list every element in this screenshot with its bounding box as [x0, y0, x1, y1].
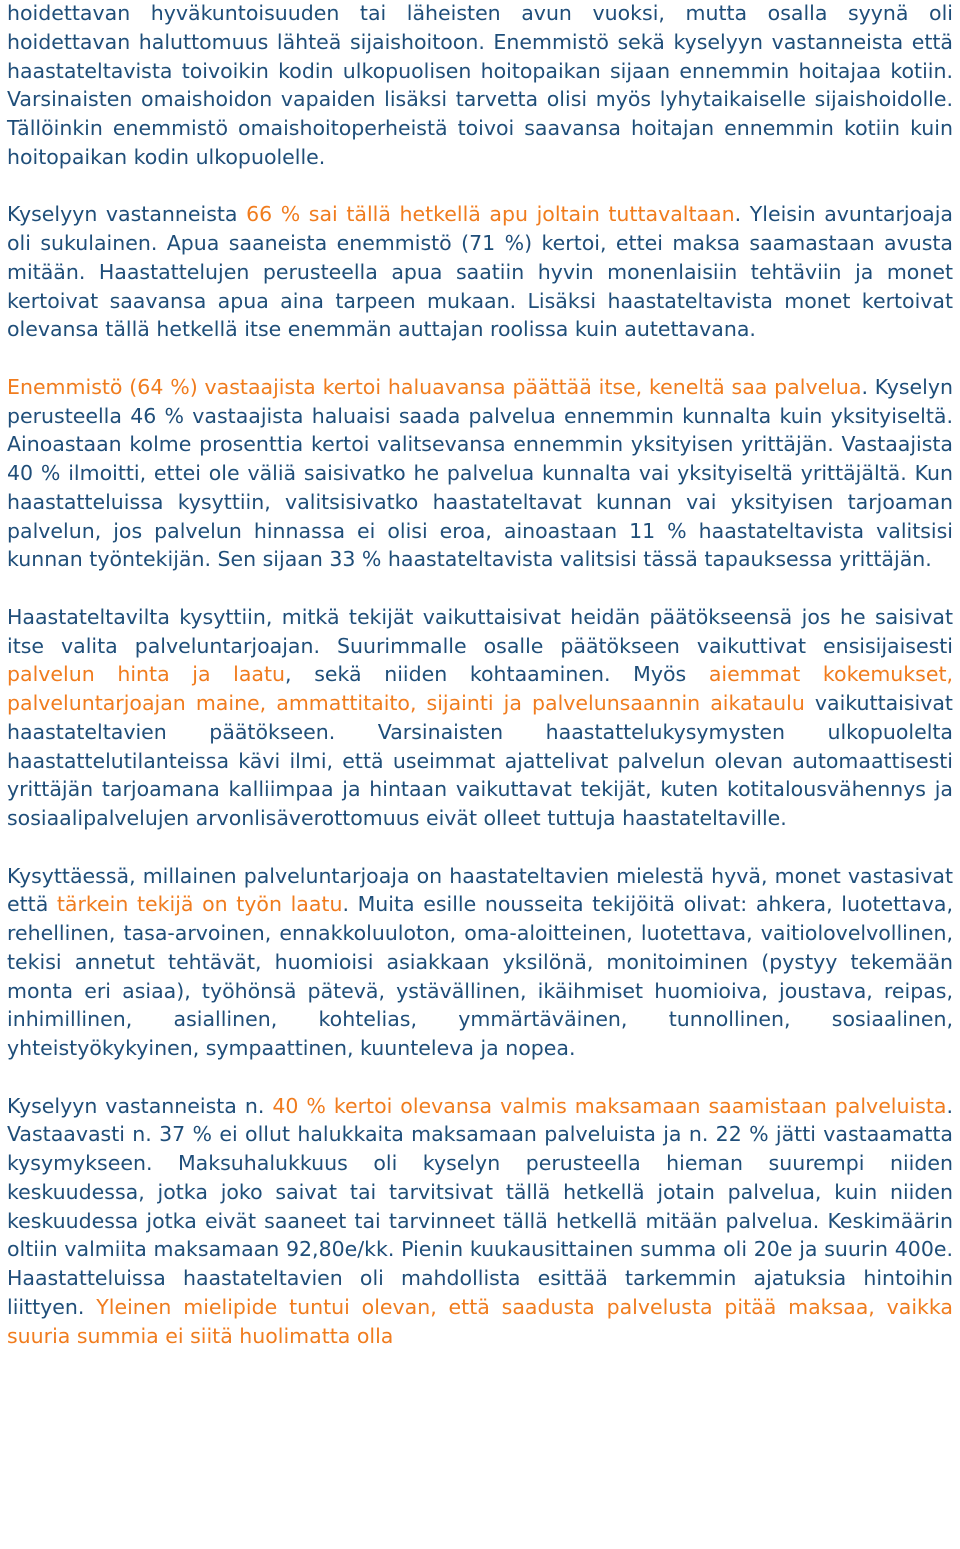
text-segment: Haastateltavilta kysyttiin, mitkä tekijät vaikuttaisivat heidän päätökseensä jos he saisivat itse valita palveluntarjoajan. Suurimmalle osalle päätökseen vaikuttivat ensisijaisesti — [7, 604, 953, 658]
text-segment: Kysyttäessä, millainen palveluntarjoaja on haastateltavien mielestä hyvä, monet vastasivat että — [7, 863, 953, 917]
text-segment: hoidettavan hyväkuntoisuuden tai läheisten avun vuoksi, mutta osalla syynä oli hoidettavan haluttomuus lähteä sijaishoitoon. Enemmistö sekä kyselyyn vastanneista että haastateltavista toivoikin kodin ulkopuolisen hoitopaikan sijaan ennemmin hoitajaa kotiin. Varsinaisten omaishoidon vapaiden lisäksi tarvetta olisi myös lyhytaikaiselle sijaishoidolle. Tällöinkin enemmistö omaishoitoperheistä toivoi saavansa hoitajan ennemmin kotiin kuin hoitopaikan kodin ulkopuolelle. — [7, 1, 953, 169]
highlighted-text: Enemmistö (64 %) vastaajista kertoi haluavansa päättää itse, keneltä saa palvelua — [7, 374, 862, 399]
highlighted-text: tärkein tekijä on työn laatu — [56, 892, 343, 917]
highlighted-text: aiemmat kokemukset, palveluntarjoajan maine, ammattitaito, sijainti ja palvelunsaannin aikataulu — [7, 662, 954, 715]
paragraph-respite-care — [7, 0, 953, 172]
paragraph-willingness-to-pay — [7, 1092, 953, 1351]
paragraph-acquaintance-help — [7, 200, 953, 344]
highlighted-text: 40 % kertoi olevansa valmis maksamaan saamistaan palveluista — [272, 1093, 947, 1118]
highlighted-text: 66 % sai tällä hetkellä apu joltain tuttavaltaan — [246, 202, 735, 227]
text-segment: , sekä niiden kohtaaminen. Myös — [285, 662, 709, 687]
text-segment: vaikuttaisivat haastateltavien päätökseen. Varsinaisten haastattelukysymysten ulkopuolelta haastattelutilanteissa kävi ilmi, että useimmat ajattelivat palvelun olevan automaattisesti yrittäjän tarjoamana kalliimpaa ja hintaan vaikuttavat tekijät, kuten kotitalousvähennys ja sosiaalipalvelujen arvonlisäverottomuus eivät olleet tuttuja haastateltaville. — [7, 691, 953, 830]
text-segment: . Vastaavasti n. 37 % ei ollut halukkaita maksamaan palveluista ja n. 22 % jätti vastaamatta kysymykseen. Maksuhalukkuus oli kyselyn perusteella hieman suurempi niiden keskuudessa, jotka joko saivat tai tarvitsivat tällä hetkellä jotain palvelua, kuin niiden keskuudessa jotka eivät saaneet tai tarvinneet tällä hetkellä mitään palvelua. Keskimäärin oltiin valmiita maksamaan 92,80e/kk. Pienin kuukausittainen summa oli 20e ja suurin 400e. Haastatteluissa haastateltavien oli mahdollista esittää tarkemmin ajatuksia hintoihin liittyen. — [7, 1093, 954, 1319]
paragraph-decision-factors — [7, 603, 953, 833]
text-segment: Kyselyyn vastanneista — [7, 202, 247, 227]
text-segment: . Kyselyn perusteella 46 % vastaajista haluaisi saada palvelua ennemmin kunnalta kuin yksityiseltä. Ainoastaan kolme prosenttia kertoi valitsevansa ennemmin yksityisen yrittäjän. Vastaajista 40 % ilmoitti, ettei ole väliä saisivatko he palvelua kunnalta vai yksityiseltä yrittäjältä. Kun haastatteluissa kysyttiin, valitsisivatko haastateltavat kunnan vai yksityisen tarjoaman palvelun, jos palvelun hinnassa ei olisi eroa, ainoastaan 11 % haastateltavista valitsisi kunnan työntekijän. Sen sijaan 33 % haastateltavista valitsisi tässä tapauksessa yrittäjän. — [7, 374, 953, 572]
text-segment: Kyselyyn vastanneista n. — [7, 1093, 273, 1118]
paragraph-good-provider — [7, 862, 953, 1063]
paragraph-provider-choice — [7, 373, 953, 574]
highlighted-text: Yleinen mielipide tuntui olevan, että saadusta palvelusta pitää maksaa, vaikka suuria summia ei siitä huolimatta olla — [7, 1294, 953, 1348]
text-segment: . Yleisin avuntarjoaja oli sukulainen. Apua saaneista enemmistö (71 %) kertoi, ettei maksa saamastaan avusta mitään. Haastattelujen perusteella apua saatiin hyvin monenlaisiin tehtäviin ja monet kertoivat saavansa apua aina tarpeen mukaan. Lisäksi haastateltavista monet kertoivat olevansa tällä hetkellä itse enemmän auttajan roolissa kuin autettavana. — [7, 202, 953, 342]
highlighted-text: palvelun hinta ja laatu — [7, 662, 286, 687]
text-segment: . Muita esille nousseita tekijöitä olivat: ahkera, luotettava, rehellinen, tasa-arvoinen, ennakkoluuloton, oma-aloitteinen, luotettava, vaitiolovelvollinen, tekisi annetut tehtävät, huomioisi asiakkaan yksilönä, monitoiminen (pystyy tekemään monta eri asiaa), työhönsä pätevä, ystävällinen, ikäihmiset huomioiva, joustava, reipas, inhimillinen, asiallinen, kohtelias, ymmärtäväinen, tunnollinen, sosiaalinen, yhteistyökykyinen, sympaattinen, kuunteleva ja nopea. — [7, 892, 953, 1060]
